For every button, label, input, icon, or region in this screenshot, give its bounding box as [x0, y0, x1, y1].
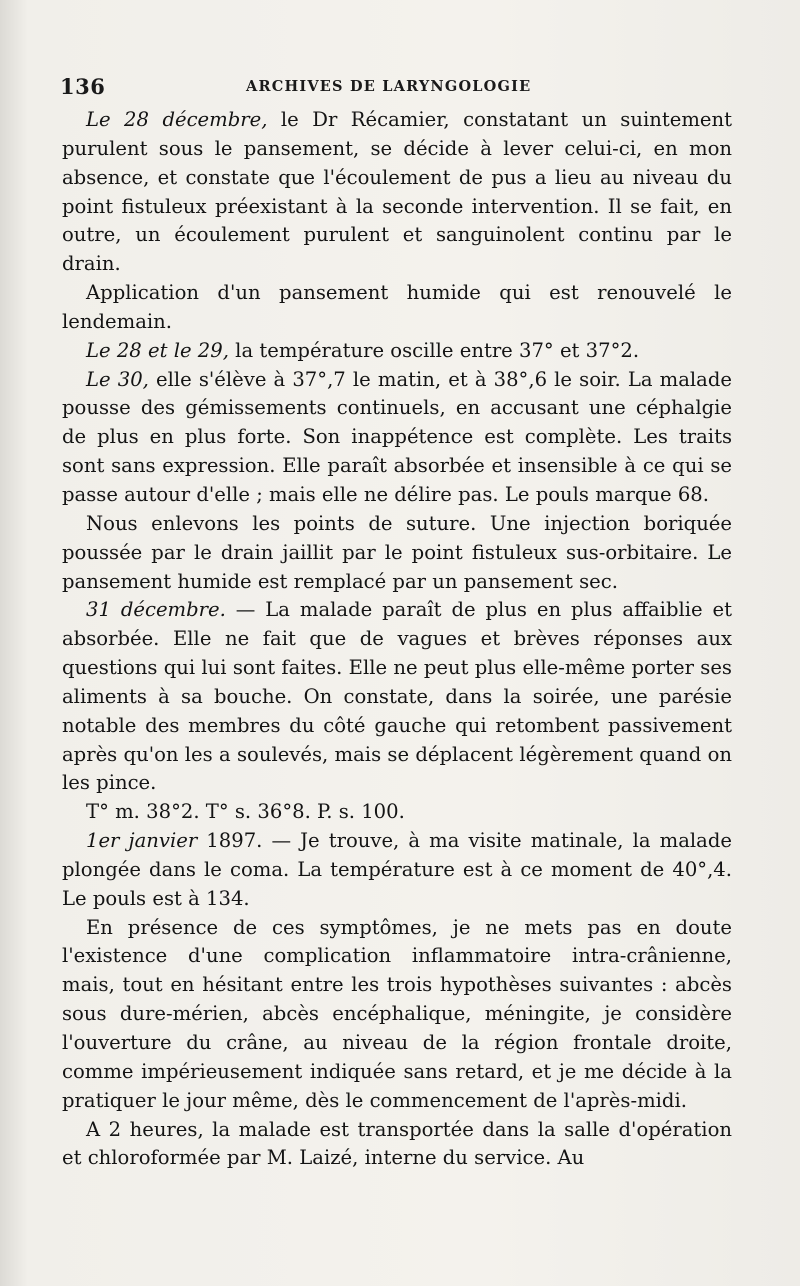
paragraph-text: le Dr Récamier, constatant un suintement purulent sous le pansement, se décide à lever celui-ci, en mon absence, et constate que l'écoulement de pus a lieu au niveau du point fistuleux préexistant à la seconde intervention. Il se fait, en outre, un écoulement purulent et sanguinolent continu par le drain. — [62, 108, 732, 276]
paragraph-text: Nous enlevons les points de suture. Une injection boriquée poussée par le drain jaillit par le point fistuleux sus-orbitaire. Le pansement humide est remplacé par un pansement sec. — [62, 511, 732, 593]
paragraph — [62, 1116, 732, 1174]
paragraph-lead: 1er janvier — [86, 829, 198, 853]
paragraph-text: Application d'un pansement humide qui est renouvelé le lendemain. — [62, 281, 732, 333]
paragraph-text: 1897. — Je trouve, à ma visite matinale, la malade plongée dans le coma. La température est à ce moment de 40°,4. Le pouls est à 134. — [62, 829, 732, 910]
paragraph-text: A 2 heures, la malade est transportée dans la salle d'opération et chloroformée par M. Laizé, interne du service. Au — [62, 1117, 732, 1170]
paragraph-lead: Le 30, — [86, 367, 149, 391]
paragraph-text: — La malade paraît de plus en plus affaiblie et absorbée. Elle ne fait que de vagues et brèves réponses aux questions qui lui sont faites. Elle ne peut plus elle-même porter ses aliments à sa bouche. On constate, dans la soirée, une parésie notable des membres du côté gauche qui retombent passivement après qu'on les a soulevés, mais se déplacent légèrement quand on les pince. — [62, 598, 732, 795]
paragraph — [62, 366, 732, 510]
paragraph — [62, 798, 732, 827]
paragraph-lead: 31 décembre. — [86, 598, 226, 622]
paragraph — [62, 106, 732, 279]
running-title: ARCHIVES DE LARYNGOLOGIE — [246, 78, 532, 95]
paragraph — [62, 337, 732, 366]
paragraph — [62, 279, 732, 337]
paragraph-lead: Le 28 et le 29, — [86, 338, 229, 362]
paragraph — [62, 596, 732, 798]
paragraph-text: la température oscille entre 37° et 37°2. — [228, 338, 640, 362]
paragraph — [62, 510, 732, 597]
page-header — [60, 74, 740, 102]
page-number: 136 — [60, 74, 106, 99]
paragraph — [62, 914, 732, 1116]
paragraph-text: T° m. 38°2. T° s. 36°8. P. s. 100. — [86, 800, 405, 824]
paragraph-text: En présence de ces symptômes, je ne mets pas en doute l'existence d'une complication inflammatoire intra-crânienne, mais, tout en hésitant entre les trois hypothèses suivantes : abcès sous dure-mérien, abcès encéphalique, méningite, je considère l'ouverture du crâne, au niveau de la région frontale droite, comme impérieusement indiquée sans retard, et je me décide à la pratiquer le jour même, dès le commencement de l'après-midi. — [62, 915, 732, 1112]
paragraph-lead: Le 28 décembre, — [86, 108, 268, 131]
body-text — [62, 106, 732, 1173]
paragraph — [62, 827, 732, 914]
paragraph-text: elle s'élève à 37°,7 le matin, et à 38°,6 le soir. La malade pousse des gémissements continuels, en accusant une céphalgie de plus en plus forte. Son inappétence est complète. Les traits sont sans expression. Elle paraît absorbée et insensible à ce qui se passe autour d'elle ; mais elle ne délire pas. Le pouls marque 68. — [62, 367, 732, 506]
